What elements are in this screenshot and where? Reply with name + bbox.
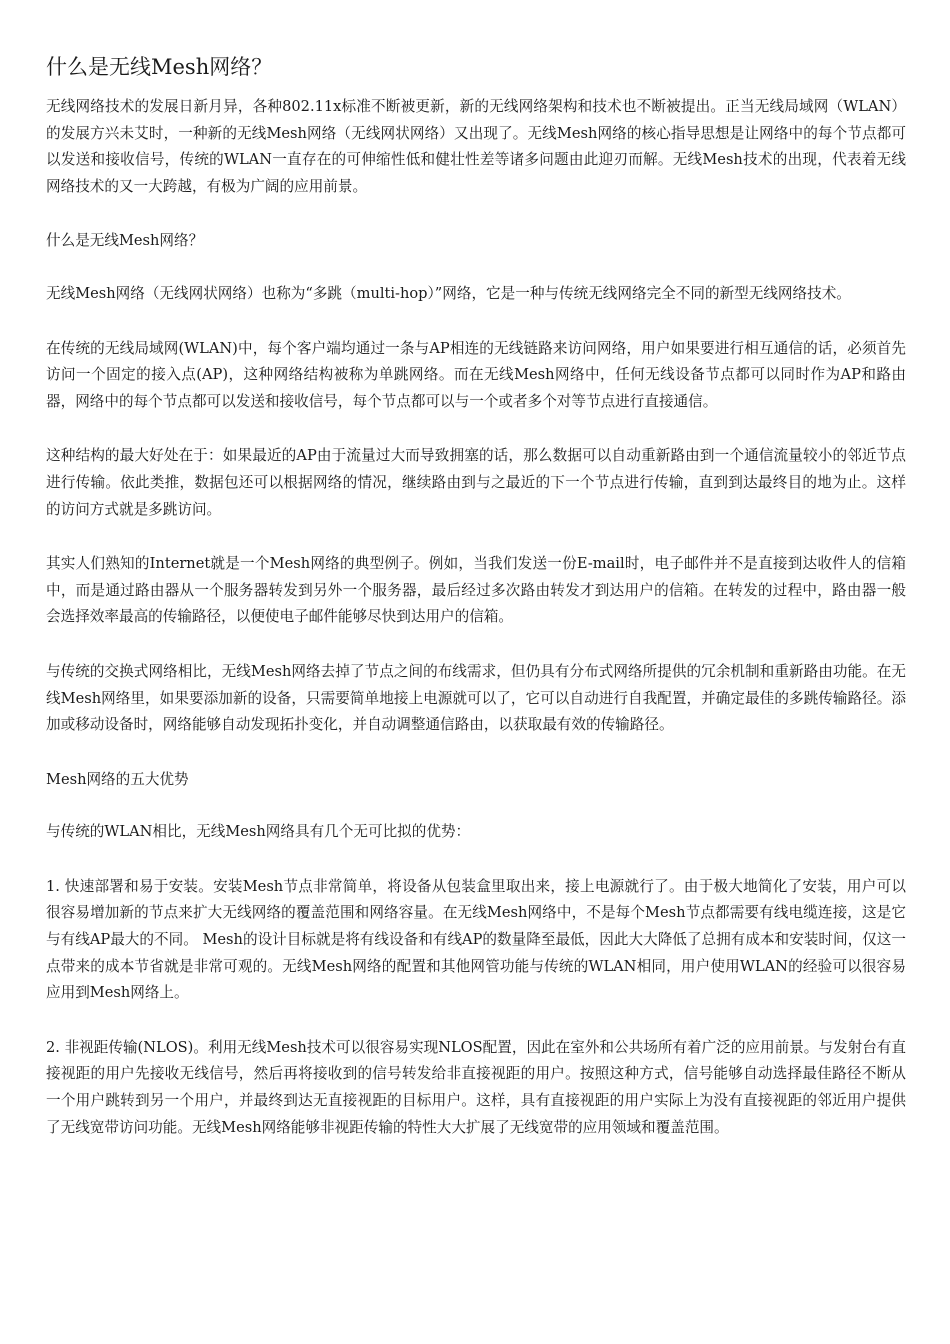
paragraph-definition: 无线Mesh网络（无线网状网络）也称为“多跳（multi-hop）”网络，它是一种与传统无线网络完全不同的新型无线网络技术。	[46, 284, 851, 302]
paragraph-advantage-1: 1. 快速部署和易于安装。安装Mesh节点非常简单，将设备从包装盒里取出来，接上电源就行了。由于极大地简化了安装，用户可以很容易增加新的节点来扩大无线网络的覆盖范围和网络容量。在无线Mesh网络中，不是每个Mesh节点都需要有线电缆连接，这是它与有线AP最大的不同。 Mesh的设计目标就是将有线设备和有线AP的数量降至最低，因此大大降低了总拥有成本和安装时间，仅这一点带来的成本节省就是非常可观的。无线Mesh网络的配置和其他网管功能与传统的WLAN相同，用户使用WLAN的经验可以很容易应用到Mesh网络上。	[46, 877, 906, 1002]
paragraph-advantage-2: 2. 非视距传输(NLOS)。利用无线Mesh技术可以很容易实现NLOS配置，因此在室外和公共场所有着广泛的应用前景。与发射台有直接视距的用户先接收无线信号，然后再将接收到的信号转发给非直接视距的用户。按照这种方式，信号能够自动选择最佳路径不断从一个用户跳转到另一个用户，并最终到达无直接视距的目标用户。这样，具有直接视距的用户实际上为没有直接视距的邻近用户提供了无线宽带访问功能。无线Mesh网络能够非视距传输的特性大大扩展了无线宽带的应用领域和覆盖范围。	[46, 1038, 906, 1136]
document-title: 什么是无线Mesh网络？	[46, 55, 273, 79]
document-body	[46, 94, 906, 1169]
paragraph-multi-hop-benefit: 这种结构的最大好处在于：如果最近的AP由于流量过大而导致拥塞的话，那么数据可以自动重新路由到一个通信流量较小的邻近节点进行传输。依此类推，数据包还可以根据网络的情况，继续路由到与之最近的下一个节点进行传输，直到到达最终目的地为止。这样的访问方式就是多跳访问。	[46, 447, 906, 518]
paragraph-internet-example: 其实人们熟知的Internet就是一个Mesh网络的典型例子。例如，当我们发送一份E-mail时，电子邮件并不是直接到达收件人的信箱中，而是通过路由器从一个服务器转发到另外一个服务器，最后经过多次路由转发才到达用户的信箱。在转发的过程中，路由器一般会选择效率最高的传输路径，以便使电子邮件能够尽快到达用户的信箱。	[46, 555, 906, 626]
section-heading-five-advantages: Mesh网络的五大优势	[46, 770, 189, 788]
paragraph-advantages-intro: 与传统的WLAN相比，无线Mesh网络具有几个无可比拟的优势：	[46, 823, 471, 841]
paragraph-traditional-wlan: 在传统的无线局域网(WLAN)中，每个客户端均通过一条与AP相连的无线链路来访问网络，用户如果要进行相互通信的话，必须首先访问一个固定的接入点(AP)，这种网络结构被称为单跳网络。而在无线Mesh网络中，任何无线设备节点都可以同时作为AP和路由器，网络中的每个节点都可以发送和接收信号，每个节点都可以与一个或者多个对等节点进行直接通信。	[46, 339, 906, 410]
paragraph-intro: 无线网络技术的发展日新月异，各种802.11x标准不断被更新，新的无线网络架构和技术也不断被提出。正当无线局域网（WLAN）的发展方兴未艾时，一种新的无线Mesh网络（无线网状网络）又出现了。无线Mesh网络的核心指导思想是让网络中的每个节点都可以发送和接收信号，传统的WLAN一直存在的可伸缩性低和健壮性差等诸多问题由此迎刃而解。无线Mesh技术的出现，代表着无线网络技术的又一大跨越，有极为广阔的应用前景。	[46, 98, 906, 195]
section-heading-what-is-mesh: 什么是无线Mesh网络？	[46, 232, 204, 250]
paragraph-compare-switched: 与传统的交换式网络相比，无线Mesh网络去掉了节点之间的布线需求，但仍具有分布式网络所提供的冗余机制和重新路由功能。在无线Mesh网络里，如果要添加新的设备，只需要简单地接上电源就可以了，它可以自动进行自我配置，并确定最佳的多跳传输路径。添加或移动设备时，网络能够自动发现拓扑变化，并自动调整通信路由，以获取最有效的传输路径。	[46, 662, 906, 734]
